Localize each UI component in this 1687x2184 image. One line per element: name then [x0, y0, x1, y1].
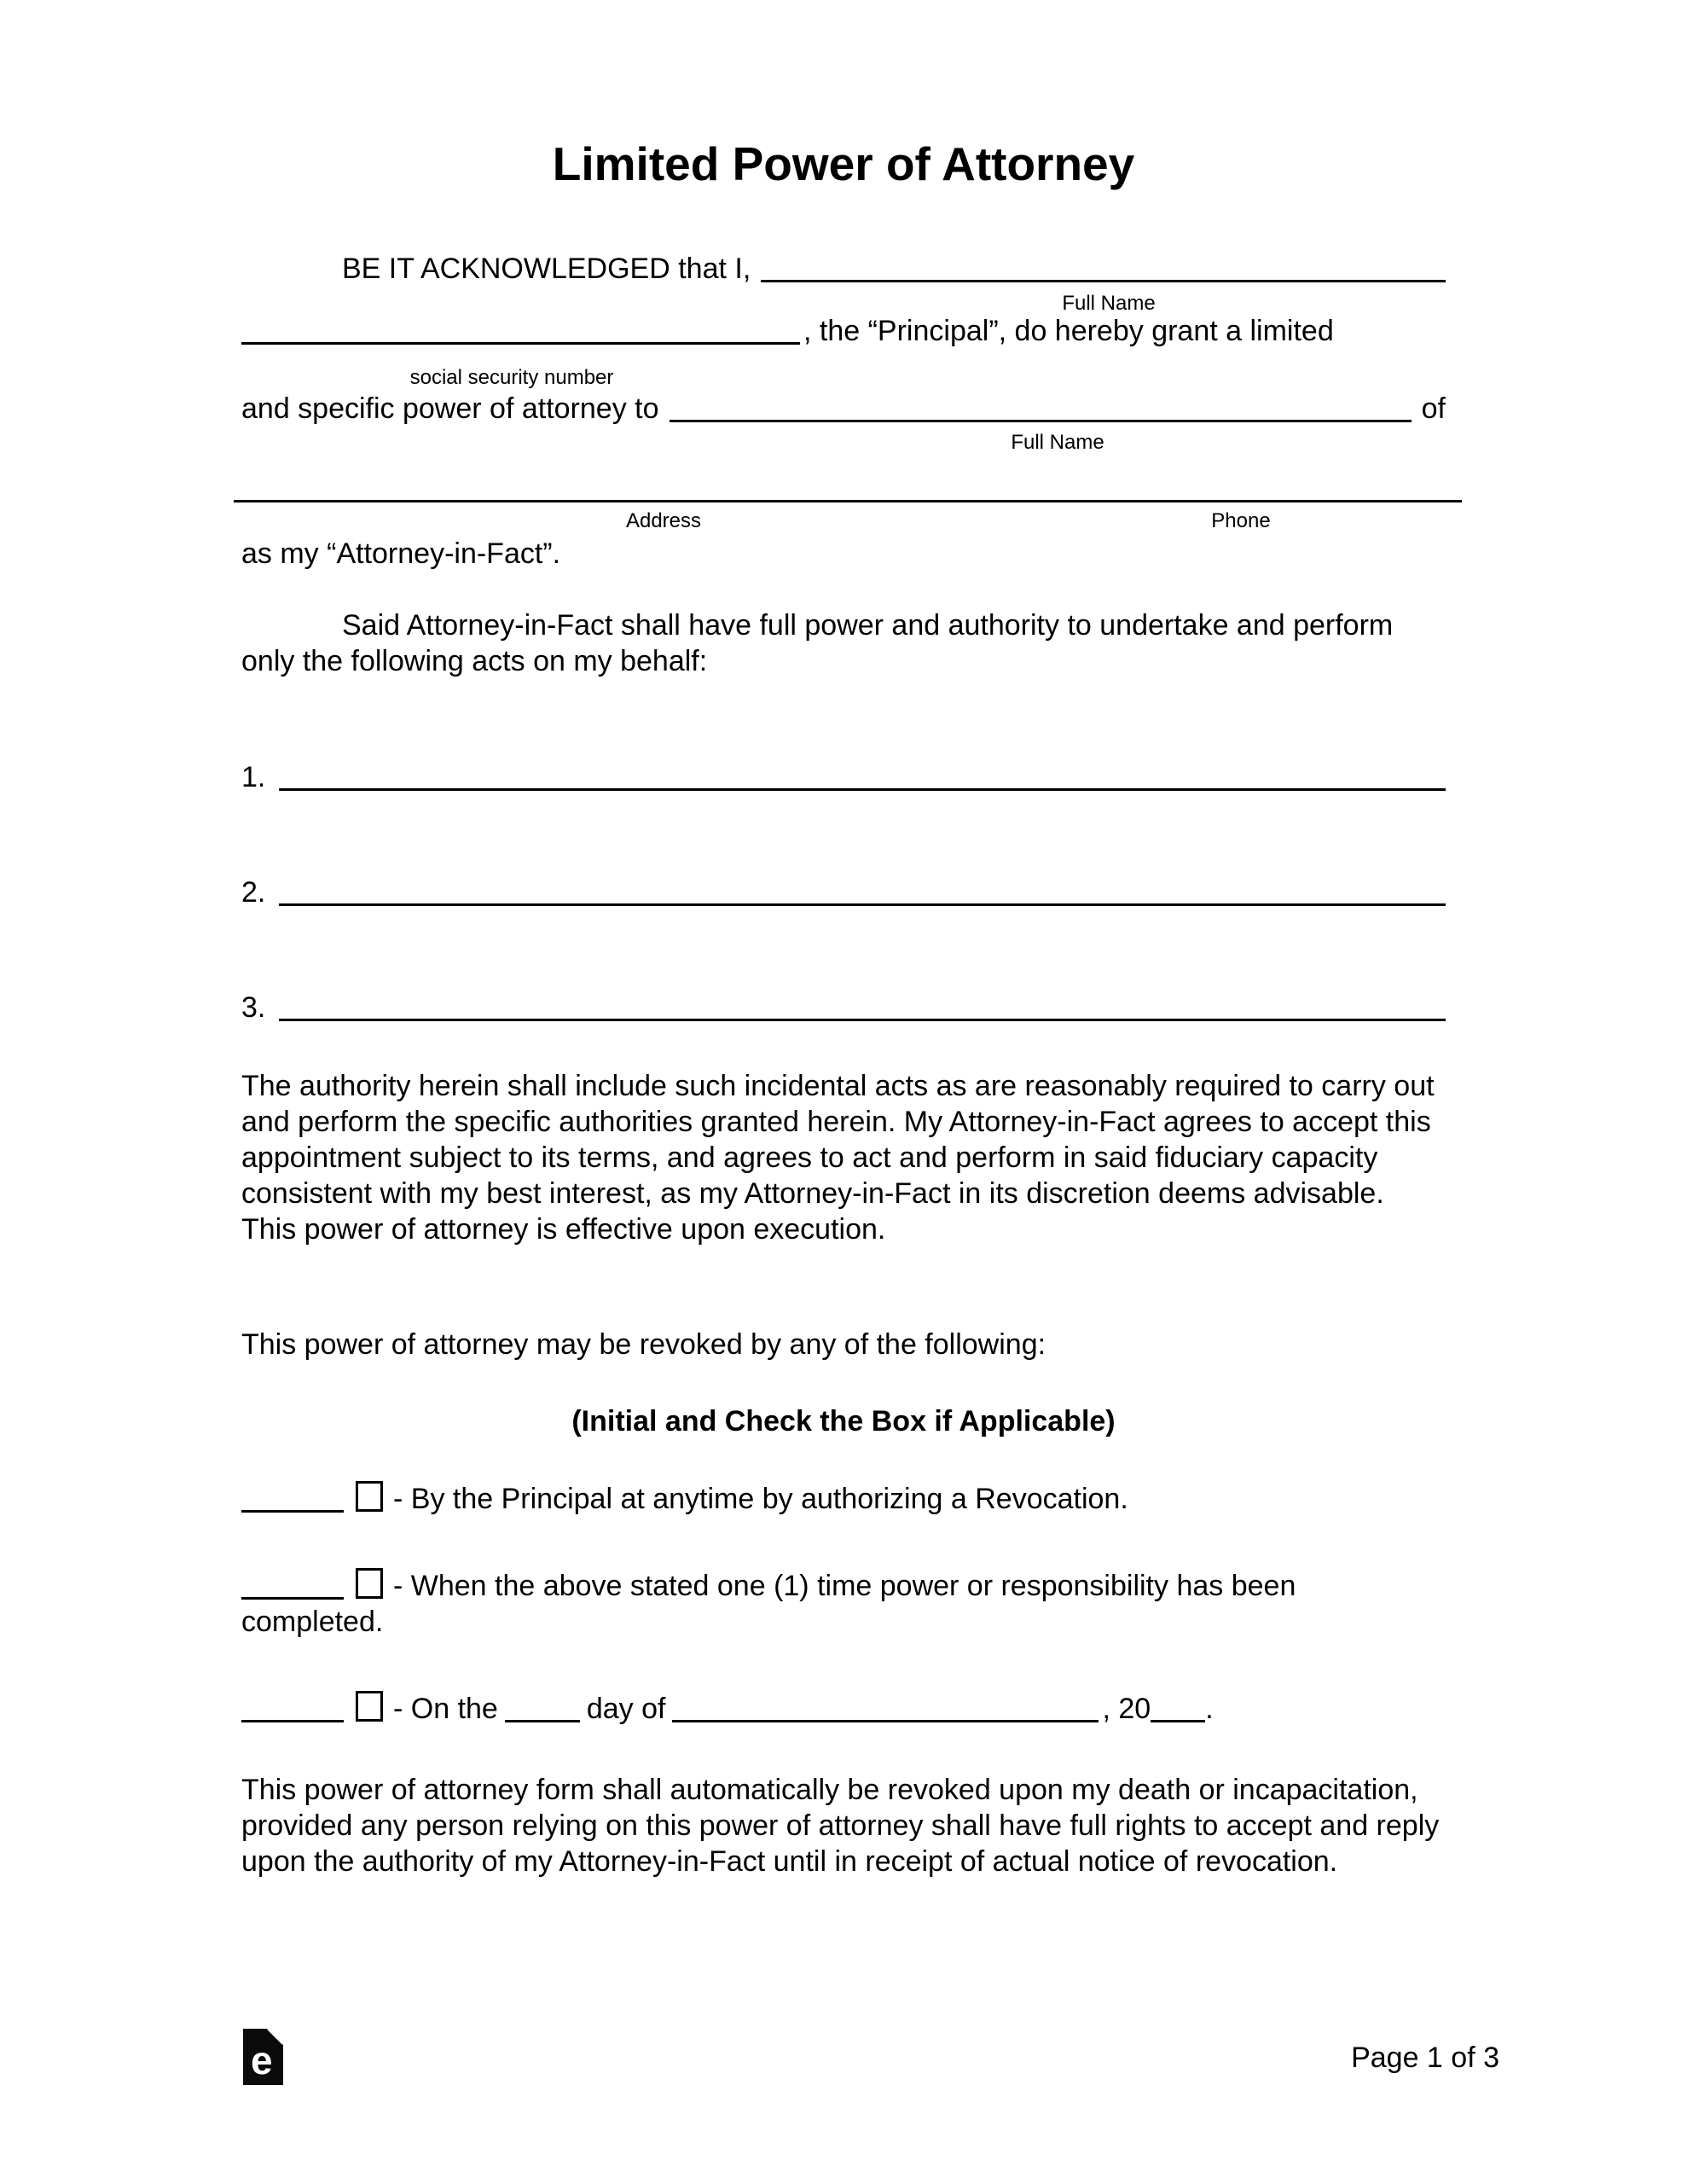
attorney-in-fact-clause: as my “Attorney-in-Fact”.	[241, 537, 561, 570]
address-label: Address	[625, 509, 702, 532]
phone-label: Phone	[1211, 509, 1271, 532]
acknowledgment-text: BE IT ACKNOWLEDGED that I,	[342, 253, 751, 285]
revocation-option-3-on-the: - On the	[393, 1693, 498, 1725]
checkbox-icon-3[interactable]	[356, 1691, 383, 1722]
ssn-field[interactable]	[241, 342, 800, 345]
auto-revocation-paragraph: This power of attorney form shall automatically be revoked upon my death or incapacitation, provided any person relying on this power of attorney shall have full rights to accept and reply upon the authority of my Attorney-in-Fact until in receipt of actual notice of revocation.	[241, 1774, 1440, 1878]
year-field[interactable]	[1151, 1720, 1205, 1722]
day-field[interactable]	[505, 1720, 580, 1722]
act-field-2[interactable]	[279, 903, 1446, 906]
grant-clause-text: and specific power of attorney to	[241, 392, 659, 425]
eforms-logo	[243, 2029, 283, 2094]
agent-name-label: Full Name	[1011, 431, 1104, 454]
act-field-3[interactable]	[279, 1019, 1446, 1021]
month-field[interactable]	[672, 1720, 1099, 1722]
principal-name-label: Full Name	[1062, 292, 1156, 315]
initials-field-3[interactable]	[241, 1720, 344, 1722]
revocation-option-2	[241, 1568, 1446, 1640]
revocation-option-3-period: .	[1205, 1693, 1214, 1725]
revocation-option-3	[241, 1691, 1446, 1727]
principal-clause-line	[241, 313, 1446, 349]
initials-field-2[interactable]	[241, 1597, 344, 1600]
address-phone-field[interactable]	[234, 500, 1462, 502]
revocation-option-3-year-prefix: , 20	[1102, 1693, 1151, 1725]
ssn-label: social security number	[409, 366, 614, 389]
act-number-3: 3.	[241, 991, 266, 1024]
revocation-option-1-text: - By the Principal at anytime by authorizing a Revocation.	[393, 1483, 1128, 1515]
act-row-3	[241, 990, 1446, 1025]
checkbox-icon-2[interactable]	[356, 1568, 383, 1599]
act-number-2: 2.	[241, 876, 266, 909]
authority-scope-paragraph: The authority herein shall include such incidental acts as are reasonably required to carry out and perform the specific authorities granted herein. My Attorney-in-Fact agrees to accept this appointment subject to its terms, and agrees to act and perform in said fiduciary capacity consistent with my best interest, as my Attorney-in-Fact in its discretion deems advisable. This power of attorney is effective upon execution.	[241, 1070, 1435, 1246]
revocation-intro: This power of attorney may be revoked by any of the following:	[241, 1328, 1046, 1361]
revocation-option-3-day-of: day of	[586, 1693, 666, 1725]
revocation-option-1	[241, 1481, 1446, 1517]
eforms-logo-letter: e	[251, 2038, 273, 2082]
revocation-heading: (Initial and Check the Box if Applicable)	[571, 1405, 1116, 1438]
act-row-2	[241, 874, 1446, 910]
grant-clause-suffix: of	[1421, 392, 1446, 425]
acknowledgment-line	[241, 251, 1446, 287]
act-field-1[interactable]	[279, 788, 1446, 791]
principal-name-field[interactable]	[761, 280, 1446, 282]
act-row-1	[241, 759, 1446, 795]
page-indicator: Page 1 of 3	[1351, 2042, 1499, 2074]
authority-intro-paragraph: Said Attorney-in-Fact shall have full power and authority to undertake and perform only the following acts on my behalf:	[241, 609, 1394, 677]
revocation-option-2-text: - When the above stated one (1) time power or responsibility has been completed.	[241, 1570, 1296, 1638]
act-number-1: 1.	[241, 761, 266, 793]
principal-clause-text: , the “Principal”, do hereby grant a limited	[803, 315, 1334, 347]
page-title: Limited Power of Attorney	[552, 137, 1135, 190]
agent-name-field[interactable]	[670, 420, 1412, 422]
grant-clause-line	[241, 391, 1446, 427]
checkbox-icon-1[interactable]	[356, 1481, 383, 1512]
initials-field-1[interactable]	[241, 1510, 344, 1513]
